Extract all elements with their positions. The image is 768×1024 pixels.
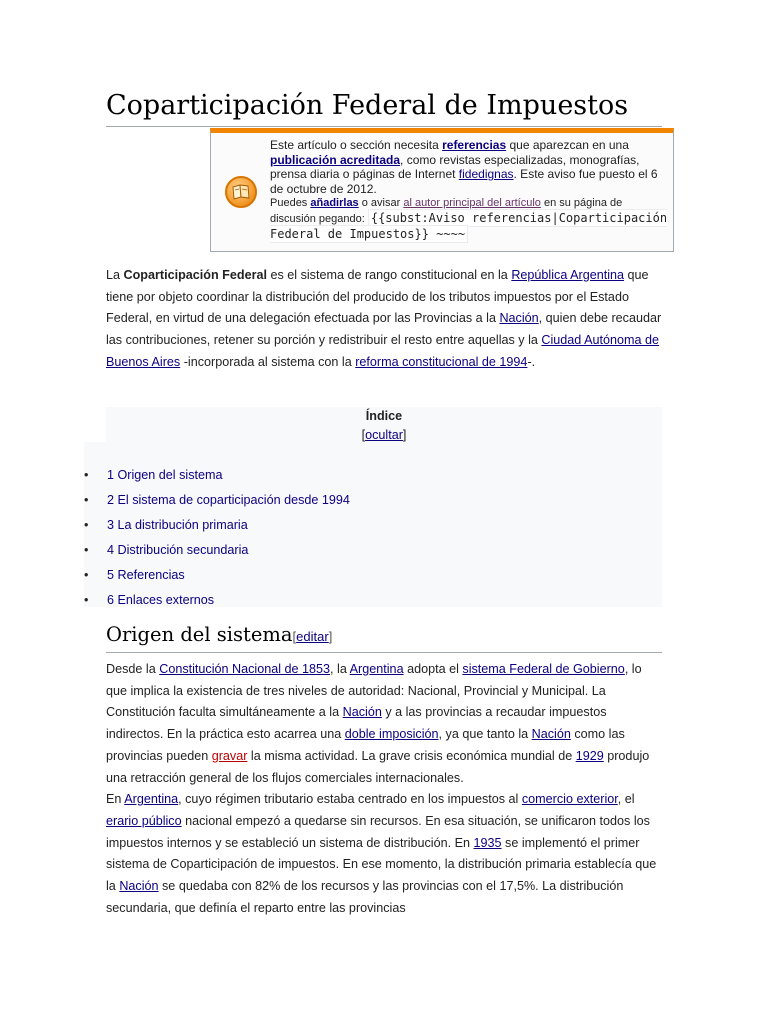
argentina-link[interactable]: Argentina: [349, 662, 404, 676]
bracket: [: [292, 629, 297, 644]
text-run: se quedaba con 82% de los recursos y las provincias con el 17,5%. La distribución secundaria, que definía el reparto entre las provincias: [106, 879, 624, 915]
section-heading-text: Origen del sistema: [106, 623, 293, 646]
bracket: [: [361, 428, 366, 442]
bracket: ]: [328, 629, 333, 644]
book-glyph: [232, 184, 250, 200]
bullet-icon: •: [84, 518, 89, 532]
argentina-link[interactable]: Argentina: [124, 792, 179, 807]
intro-paragraph: [106, 265, 662, 374]
toc-item: [84, 539, 350, 564]
caba-link[interactable]: Ciudad Autónoma de Buenos Aires: [106, 333, 660, 369]
toc-item: [84, 564, 350, 589]
toc-hide-link[interactable]: ocultar: [365, 428, 403, 442]
text-run: Desde la: [106, 662, 160, 676]
text-run: , cuyo régimen tributario estaba centrado en los impuestos al: [178, 792, 522, 807]
toc-link-2[interactable]: 2 El sistema de coparticipación desde 1994: [107, 493, 350, 507]
toc-link-3[interactable]: 3 La distribución primaria: [107, 518, 248, 532]
text-run: , el: [617, 792, 635, 807]
toc-item: [84, 489, 350, 514]
edit-section: [293, 629, 333, 644]
text-run: adopta el: [403, 662, 463, 676]
bullet-icon: •: [84, 493, 89, 507]
bullet-icon: •: [84, 543, 89, 557]
text-run: es el sistema de rango constitucional en la: [266, 268, 512, 282]
text-run: como las provincias pueden: [106, 727, 625, 763]
toc-title: Índice: [365, 409, 403, 423]
references-notice-box: [210, 128, 674, 252]
sistema-federal-link[interactable]: sistema Federal de Gobierno: [462, 662, 625, 676]
erario-publico-link[interactable]: erario público: [106, 813, 182, 828]
edit-section-link[interactable]: editar: [296, 629, 329, 644]
notice-small-part: o avisar: [358, 197, 404, 210]
notice-small-text: [270, 196, 670, 243]
anadirlas-link[interactable]: añadirlas: [310, 197, 359, 210]
fidedignas-link[interactable]: fidedignas: [458, 167, 514, 182]
gravar-link[interactable]: gravar: [211, 748, 248, 763]
constitucion-1853-link[interactable]: Constitución Nacional de 1853: [159, 662, 331, 676]
notice-small-part: Puedes: [270, 197, 311, 210]
autor-principal-link[interactable]: al autor principal del artículo: [403, 197, 541, 210]
text-run: -incorporada al sistema con la: [180, 354, 356, 369]
toc-item: [84, 464, 350, 489]
publicacion-acreditada-link[interactable]: publicación acreditada: [270, 152, 401, 167]
bullet-icon: •: [84, 468, 89, 482]
notice-text: [270, 138, 670, 243]
notice-text-part: . Este aviso fue puesto el 6 de octubre de 2012.: [270, 167, 658, 196]
section-heading-origen: [106, 620, 662, 653]
notice-small-part: en su página de discusión pegando:: [270, 197, 623, 226]
nacion-link[interactable]: Nación: [499, 311, 539, 326]
text-run: , la: [330, 662, 350, 676]
notice-text-part: Este artículo o sección necesita: [270, 138, 443, 152]
nacion-link[interactable]: Nación: [531, 727, 571, 742]
bold-term: Coparticipación Federal: [123, 268, 267, 282]
year-1935-link[interactable]: 1935: [473, 835, 502, 850]
origen-paragraph: [106, 659, 662, 919]
toc-list: [84, 464, 350, 614]
nacion-link[interactable]: Nación: [342, 705, 382, 720]
toc-item: [84, 589, 350, 614]
doble-imposicion-link[interactable]: doble imposición: [344, 727, 439, 742]
toc-toggle: [106, 426, 662, 444]
text-run: nacional empezó a quedarse sin recursos. En esa situación, se unificaron todos los impuestos internos y se estableció un sistema de distribución. En: [106, 813, 650, 850]
book-icon: [225, 176, 257, 208]
toc-link-1[interactable]: 1 Origen del sistema: [107, 468, 223, 482]
text-run: , lo que implica la existencia de tres niveles de autoridad: Nacional, Provincial y Municipal. La Constitución faculta simultáneamente a la: [106, 662, 642, 720]
republica-argentina-link[interactable]: República Argentina: [511, 268, 625, 282]
bracket: ]: [402, 428, 407, 442]
referencias-link[interactable]: referencias: [442, 138, 507, 152]
text-run: produjo una retracción general de los flujos comerciales internacionales.: [106, 748, 650, 785]
comercio-exterior-link[interactable]: comercio exterior: [521, 792, 618, 807]
toc-link-4[interactable]: 4 Distribución secundaria: [107, 543, 249, 557]
nacion-link[interactable]: Nación: [119, 879, 159, 894]
notice-text-part: , como revistas especializadas, monografías, prensa diaria o páginas de Internet: [270, 152, 640, 182]
text-run: y a las provincias a recaudar impuestos indirectos. En la práctica esto acarrea una: [106, 705, 607, 742]
text-run: la misma actividad. La grave crisis económica mundial de: [247, 748, 576, 763]
text-run: La: [106, 268, 124, 282]
toc-link-5[interactable]: 5 Referencias: [107, 568, 185, 582]
reforma-1994-link[interactable]: reforma constitucional de 1994: [355, 354, 528, 369]
text-run: se implementó el primer sistema de Coparticipación de impuestos. En ese momento, la distribución primaria establecía que la: [106, 835, 657, 894]
text-run: -.: [527, 354, 536, 369]
bullet-icon: •: [84, 593, 89, 607]
text-run: , quien debe recaudar las contribuciones, retener su porción y redistribuir el resto entre aquellas y la: [106, 311, 662, 348]
text-run: , ya que tanto la: [438, 727, 532, 742]
bullet-icon: •: [84, 568, 89, 582]
toc-link-6[interactable]: 6 Enlaces externos: [107, 593, 215, 607]
text-run: que tiene por objeto coordinar la distribución del producido de los tributos impuestos por el Estado Federal, en virtud de una delegación efectuada por las Provincias a la: [106, 268, 649, 326]
toc-item: [84, 514, 350, 539]
subst-code: {{subst:Aviso referencias|Coparticipación Federal de Impuestos}} ~~~~: [270, 211, 668, 242]
page-title: Coparticipación Federal de Impuestos: [106, 86, 662, 127]
text-run: En: [106, 792, 125, 807]
notice-text-part: que aparezcan en una: [506, 138, 629, 152]
year-1929-link[interactable]: 1929: [575, 748, 604, 763]
